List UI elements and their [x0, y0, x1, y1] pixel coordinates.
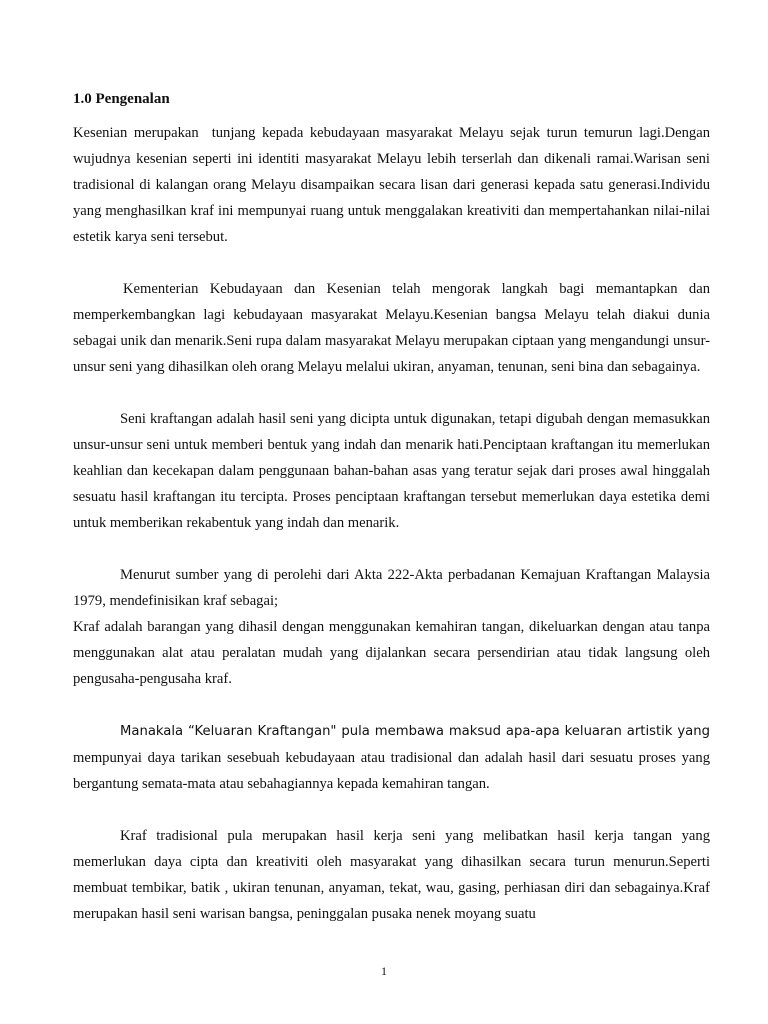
section-heading: 1.0 Pengenalan: [73, 91, 170, 107]
page-number: 1: [381, 964, 387, 978]
paragraph-intro: Kesenian merupakan tunjang kepada kebudayaan masyarakat Melayu sejak turun temurun lagi.Dengan wujudnya kesenian seperti ini identiti masyarakat Melayu lebih terserlah dan dikenali ramai.Warisan seni tradisional di kalangan orang Melayu disampaikan secara lisan dari generasi kepada satu generasi.Individu yang menghasilkan kraf ini mempunyai ruang untuk menggalakan kreativiti dan mempertahankan nilai-nilai estetik karya seni tersebut.: [73, 125, 714, 245]
keluaran-lead-text: Manakala “Keluaran Kraftangan" pula membawa maksud apa-apa keluaran artistik yang: [120, 724, 710, 739]
keluaran-rest-text: mempunyai daya tarikan sesebuah kebudayaan atau tradisional dan adalah hasil dari sesuatu proses yang bergantung semata-mata atau sebahagiannya kepada kemahiran tangan.: [73, 750, 714, 792]
document-page: [73, 86, 714, 953]
paragraph-akta-intro: Menurut sumber yang di perolehi dari Akta 222-Akta perbadanan Kemajuan Kraftangan Malaysia 1979, mendefinisikan kraf sebagai;: [73, 567, 714, 609]
paragraph-kementerian: Kementerian Kebudayaan dan Kesenian telah mengorak langkah bagi memantapkan dan memperkembangkan lagi kebudayaan masyarakat Melayu.Kesenian bangsa Melayu telah diakui dunia sebagai unik dan menarik.Seni rupa dalam masyarakat Melayu merupakan ciptaan yang mengandungi unsur-unsur seni yang dihasilkan oleh orang Melayu melalui ukiran, anyaman, tenunan, seni bina dan sebagainya.: [73, 281, 714, 375]
paragraph-keluaran-kraftangan: [73, 718, 714, 797]
paragraph-kraf-tradisional: Kraf tradisional pula merupakan hasil kerja seni yang melibatkan hasil kerja tangan yang memerlukan daya cipta dan kreativiti oleh masyarakat yang dihasilkan secara turun menurun.Seperti membuat tembikar, batik , ukiran tenunan, anyaman, tekat, wau, gasing, perhiasan diri dan sebagainya.Kraf merupakan hasil seni warisan bangsa, peninggalan pusaka nenek moyang suatu: [73, 828, 714, 922]
paragraph-kraf-definition: Kraf adalah barangan yang dihasil dengan menggunakan kemahiran tangan, dikeluarkan dengan atau tanpa menggunakan alat atau peralatan mudah yang dijalankan secara persendirian atau tidak langsung oleh pengusaha-pengusaha kraf.: [73, 619, 714, 687]
paragraph-seni-kraftangan: Seni kraftangan adalah hasil seni yang dicipta untuk digunakan, tetapi digubah dengan memasukkan unsur-unsur seni untuk memberi bentuk yang indah dan menarik hati.Penciptaan kraftangan itu memerlukan keahlian dan kecekapan dalam penggunaan bahan-bahan asas yang teratur sejak dari proses awal hinggalah sesuatu hasil kraftangan itu tercipta. Proses penciptaan kraftangan tersebut memerlukan daya estetika demi untuk memberikan rekabentuk yang indah dan menarik.: [73, 411, 714, 531]
